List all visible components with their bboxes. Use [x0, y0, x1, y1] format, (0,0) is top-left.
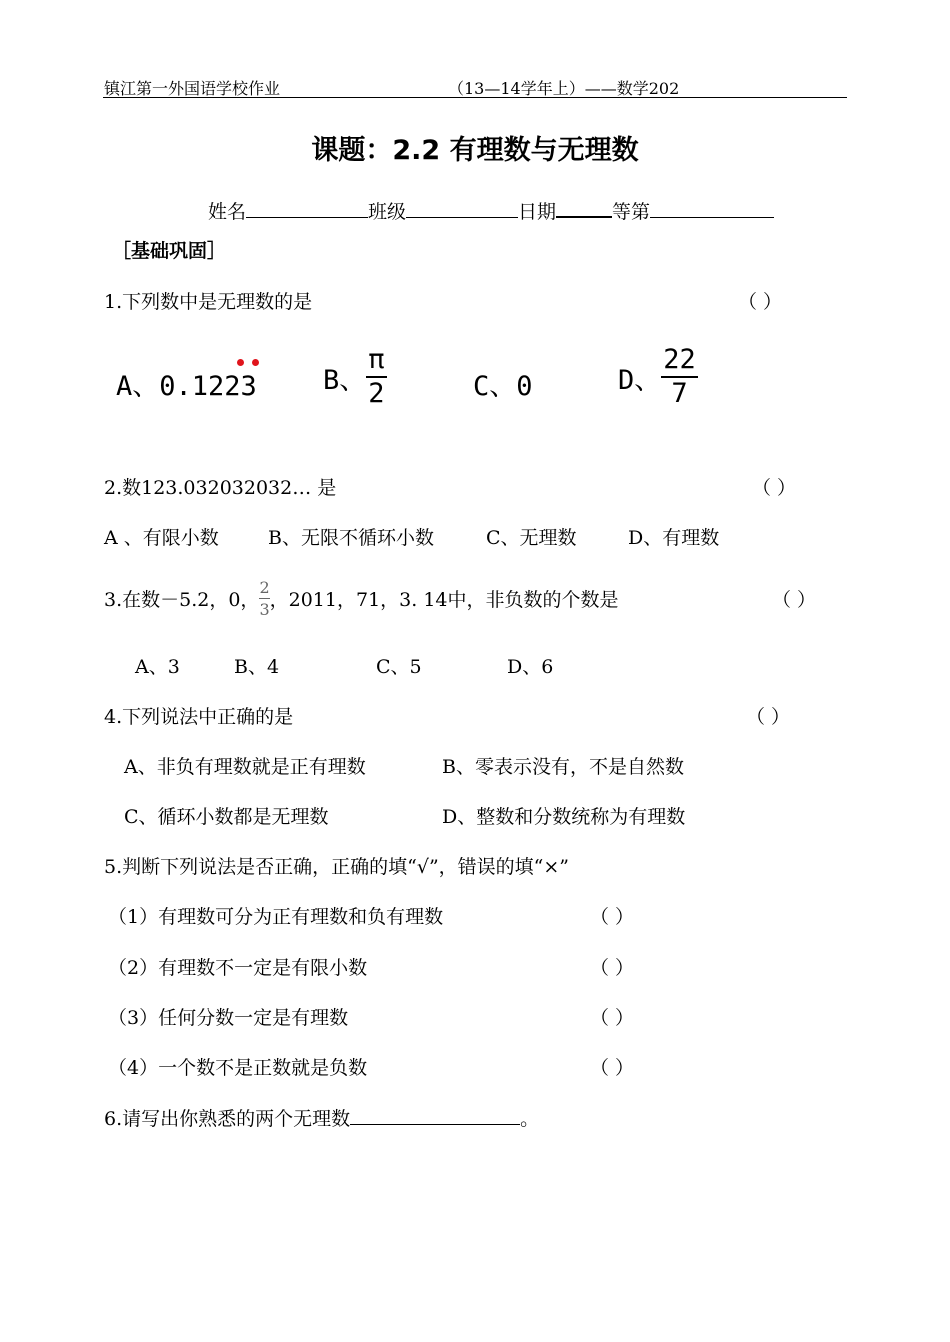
q5-item-3-paren[interactable]: （ ） — [590, 1007, 635, 1029]
q1-option-d[interactable] — [618, 346, 698, 409]
q3-option-d[interactable]: D、6 — [507, 656, 554, 678]
q1-option-a[interactable] — [116, 364, 257, 403]
q3-answer-paren[interactable]: （ ） — [772, 589, 817, 611]
repeating-dot-icon — [252, 359, 259, 366]
q1-d-denominator: 7 — [671, 378, 688, 410]
q3-stem-pre: 3.在数－5.2，0， — [104, 589, 260, 611]
q5-item-4: （4）一个数不是正数就是负数 — [108, 1057, 368, 1079]
q5-item-3: （3）任何分数一定是有理数 — [108, 1007, 349, 1029]
q4-option-a[interactable]: A、非负有理数就是正有理数 — [124, 756, 366, 778]
q1-b-denominator: 2 — [368, 378, 385, 410]
fraction-bar — [259, 598, 269, 599]
q1-option-c[interactable] — [473, 364, 533, 403]
q3-fraction-num: 2 — [259, 578, 270, 597]
header-rule — [103, 97, 847, 98]
q1-b-label: B、 — [323, 364, 367, 396]
q5-item-4-paren[interactable]: （ ） — [590, 1057, 635, 1079]
q5-stem: 5.判断下列说法是否正确，正确的填“√”，错误的填“×” — [104, 856, 570, 878]
q2-option-d[interactable]: D、有理数 — [628, 527, 720, 549]
info-line — [208, 197, 774, 224]
q1-c-value: 0 — [516, 371, 533, 402]
header-school: 镇江第一外国语学校作业 — [104, 79, 281, 98]
q1-b-fraction — [366, 346, 386, 409]
q4-option-d[interactable]: D、整数和分数统称为有理数 — [442, 806, 686, 828]
q1-option-b[interactable] — [323, 346, 387, 409]
q5-item-1-paren[interactable]: （ ） — [590, 906, 635, 928]
q1-c-label: C、 — [473, 371, 517, 402]
date-blank[interactable] — [556, 198, 612, 218]
q3-fraction-den: 3 — [259, 600, 270, 619]
q3-option-c[interactable]: C、5 — [376, 656, 422, 678]
date-label: 日期 — [518, 201, 557, 223]
repeating-dot-icon — [237, 359, 244, 366]
name-label: 姓名 — [208, 201, 247, 223]
q3-option-b[interactable]: B、4 — [234, 656, 280, 678]
q2-answer-paren[interactable]: （ ） — [752, 477, 797, 499]
q3-stem-post: ，2011，71，3. 14中，非负数的个数是 — [269, 589, 619, 611]
q1-b-numerator: π — [368, 344, 385, 375]
q2-option-b[interactable]: B、无限不循环小数 — [268, 527, 434, 549]
q3-option-a[interactable]: A、3 — [135, 656, 180, 678]
q2-option-c[interactable]: C、无理数 — [486, 527, 577, 549]
class-label: 班级 — [368, 201, 407, 223]
q6-stem: 6.请写出你熟悉的两个无理数 — [104, 1108, 351, 1130]
q5-item-1: （1）有理数可分为正有理数和负有理数 — [108, 906, 444, 928]
q1-d-label: D、 — [618, 364, 662, 396]
q2-option-a[interactable]: A 、有限小数 — [104, 527, 219, 549]
q4-answer-paren[interactable]: （ ） — [746, 706, 791, 728]
q6-end: 。 — [520, 1108, 540, 1130]
header-term: （13—14学年上）——数学202 — [448, 79, 680, 98]
grade-blank[interactable] — [650, 199, 774, 218]
q6-answer-blank[interactable] — [350, 1106, 520, 1125]
page-title: 课题：2.2 有理数与无理数 — [311, 135, 639, 166]
q4-stem: 4.下列说法中正确的是 — [104, 706, 294, 728]
q2-stem: 2.数123.032032032… 是 — [104, 477, 337, 499]
q1-d-numerator: 22 — [663, 344, 696, 375]
q4-option-c[interactable]: C、循环小数都是无理数 — [124, 806, 329, 828]
q1-d-fraction — [661, 346, 698, 409]
q1-a-label: A、 — [116, 371, 160, 402]
q5-item-2: （2）有理数不一定是有限小数 — [108, 957, 368, 979]
name-blank[interactable] — [246, 199, 368, 218]
q1-a-value: 0.1223 — [159, 371, 257, 402]
q1-answer-paren[interactable]: （ ） — [738, 291, 783, 313]
q3-stem — [104, 578, 619, 619]
section-heading: ［基础巩固］ — [112, 240, 227, 262]
q5-item-2-paren[interactable]: （ ） — [590, 957, 635, 979]
class-blank[interactable] — [406, 199, 518, 218]
q4-option-b[interactable]: B、零表示没有，不是自然数 — [442, 756, 684, 778]
q6-line — [104, 1104, 539, 1131]
grade-label: 等第 — [612, 201, 651, 223]
q1-stem: 1.下列数中是无理数的是 — [104, 291, 313, 313]
q3-fraction — [259, 578, 269, 619]
